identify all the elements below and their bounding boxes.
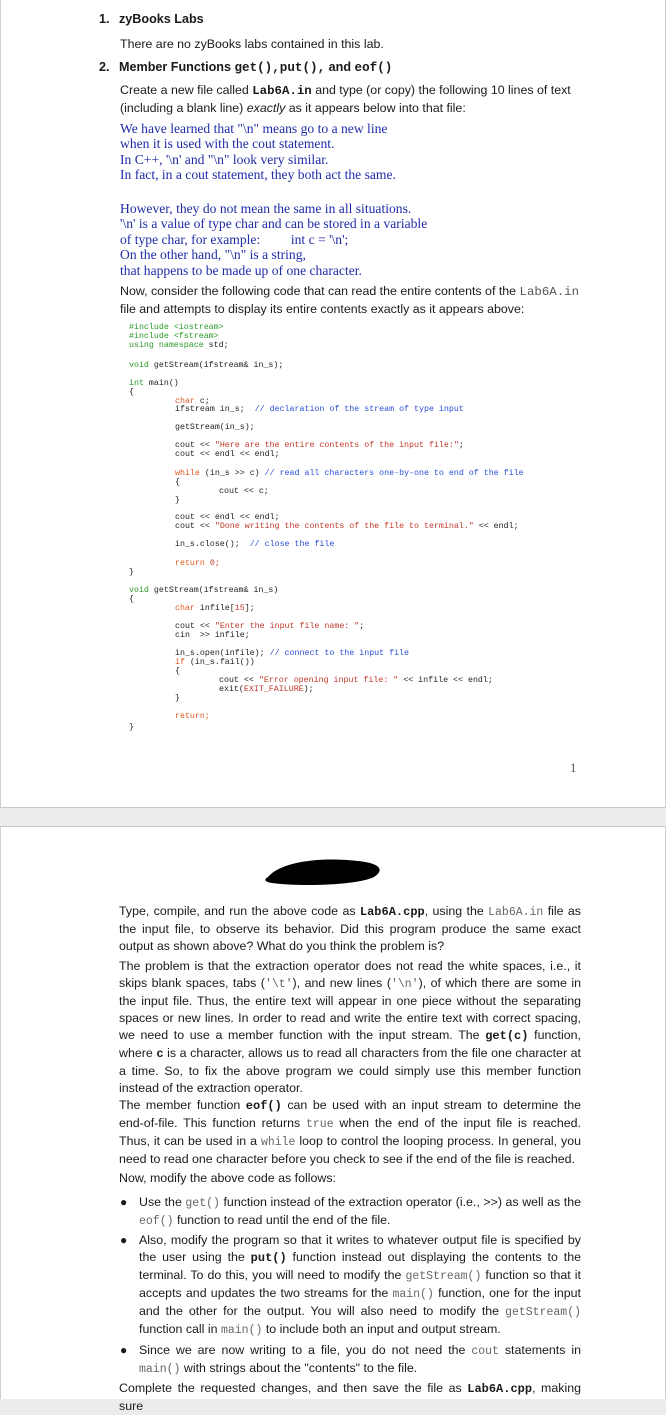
section-2-heading: 2. Member Functions get(),put(), and eof() [99,60,393,75]
consider-paragraph: Now, consider the following code that can read the entire contents of the Lab6A.in file and attempts to display its entire contents exactly as it appears above: [120,284,580,316]
file-line: We have learned that "\n" means go to a new line [120,121,388,136]
paragraph-problem: The problem is that the extraction operator does not read the white spaces, i.e., it skips blank spaces, tabs ('\t'), and new lines ('\n'), of which there are some in the input file. Thus, the entire text will appear in one piece without the separating spaces or new lines. In order to read and write the entire text with correct spacing, we need to use a member function with the input stream. The get(c) function, where c is a character, allows us to read all characters from the file one character at a time. So, to fix the above program we could simply use this member function instead of the extraction operator. [119,959,581,1095]
file-line: In fact, in a cout statement, they both act the same. [120,167,396,183]
file-line: of type char, for example: int c = '\n'; [120,231,349,247]
file-line: when it is used with the cout statement. [120,136,335,152]
section-2-intro: Create a new file called Lab6A.in and type (or copy) the following 10 lines of text (including a blank line) exactly as it appears below into that file: [120,83,571,115]
file-contents-block-2 [120,201,600,278]
paragraph-complete: Complete the requested changes, and then save the file as Lab6A.cpp, making sure [119,1381,581,1413]
section-1-title: zyBooks Labs [119,12,204,26]
bullet-icon: ● [120,1343,128,1357]
file-line: On the other hand, "\n" is a string, [120,247,306,263]
file-line: However, they do not mean the same in all situations. [120,201,412,216]
document-page-1: 1. zyBooks Labs There are no zyBooks labs contained in this lab. 2. Member Functions get(),put(), and eof() Create a new file called Lab6A.in and type (or copy) the following 10 lines of text (including a blank line) exactly as it appears below into that file: We have learned that "\n" means go to a new line when it is used with the cout statement. In C++, '\n' and "\n" look very similar. In fact, in a cout statement, they both act the same. However, they do not mean the same in all situations. '\n' is a value of type char and can be stored in a variable of type char, for example: int c = '\n'; On the other hand, "\n" is a string, that happens to be made up of one character. Now, consider the following code that can read the entire contents of the Lab6A.in file and attempts to display its entire contents exactly as it appears above: #include <iostream> #include <fstream> using namespace std; void getStream(ifstream& in_s); int main() { char c; ifstream in_s; // declaration of the stream of type input getStream(in_s); cout << "Here are the entire contents of the input file:"; cout << endl << endl; while (in_s >> c) // read all characters one-by-one to end of the file { cout << c; } cout << endl << endl; cout << "Done writing the contents of the file to terminal." << endl; in_s.close(); // close the file return 0; } void getStream(ifstream& in_s) { char infile[15]; cout << "Enter the input file name: "; cin >> infile; in_s.open(infile); // connect to the input file if (in_s.fail()) { cout << "Error opening input file: " << infile << endl; exit(EXIT_FAILURE); } return; } 1 [0,0,666,808]
section-1-body: There are no zyBooks labs contained in this lab. [120,37,384,51]
redaction-scribble [262,855,386,889]
bullet-icon: ● [120,1195,128,1209]
bullet-icon: ● [120,1233,128,1247]
paragraph-run-code: Type, compile, and run the above code as Lab6A.cpp, using the Lab6A.in file as the input file, to observe its behavior. Did this program produce the same exact output as shown above? What do you think the problem is? [119,904,581,953]
section-1-heading: 1. zyBooks Labs [99,12,204,26]
paragraph-modify-intro: Now, modify the above code as follows: [119,1171,336,1185]
page-number: 1 [570,760,577,775]
bullet-item-1: Use the get() function instead of the extraction operator (i.e., >>) as well as the eof() function to read until the end of the file. [139,1195,581,1228]
file-contents-block-1 [120,121,600,183]
bullet-item-2: Also, modify the program so that it writes to whatever output file is specified by the user using the put() function instead out displaying the contents to the terminal. To do this, you will need to modify the getStream() function so that it accepts and updates the two streams for the main() function, one for the input and the other for the output. You will also need to modify the getStream() function call in main() to include both an input and output stream. [139,1233,582,1337]
file-line: In C++, '\n' and "\n" look very similar. [120,151,329,167]
bullet-item-3: Since we are now writing to a file, you do not need the cout statements in main() with strings about the "contents" to the file. [139,1343,581,1376]
file-line: that happens to be made up of one character. [120,262,362,278]
paragraph-eof: The member function eof() can be used with an input stream to determine the end-of-file. This function returns true when the end of the input file is reached. Thus, it can be used in a while loop to control the looping process. In general, you need to read one character before you check to see if the end of the file is reached. [119,1098,581,1166]
file-line: '\n' is a value of type char and can be stored in a variable [120,216,428,232]
